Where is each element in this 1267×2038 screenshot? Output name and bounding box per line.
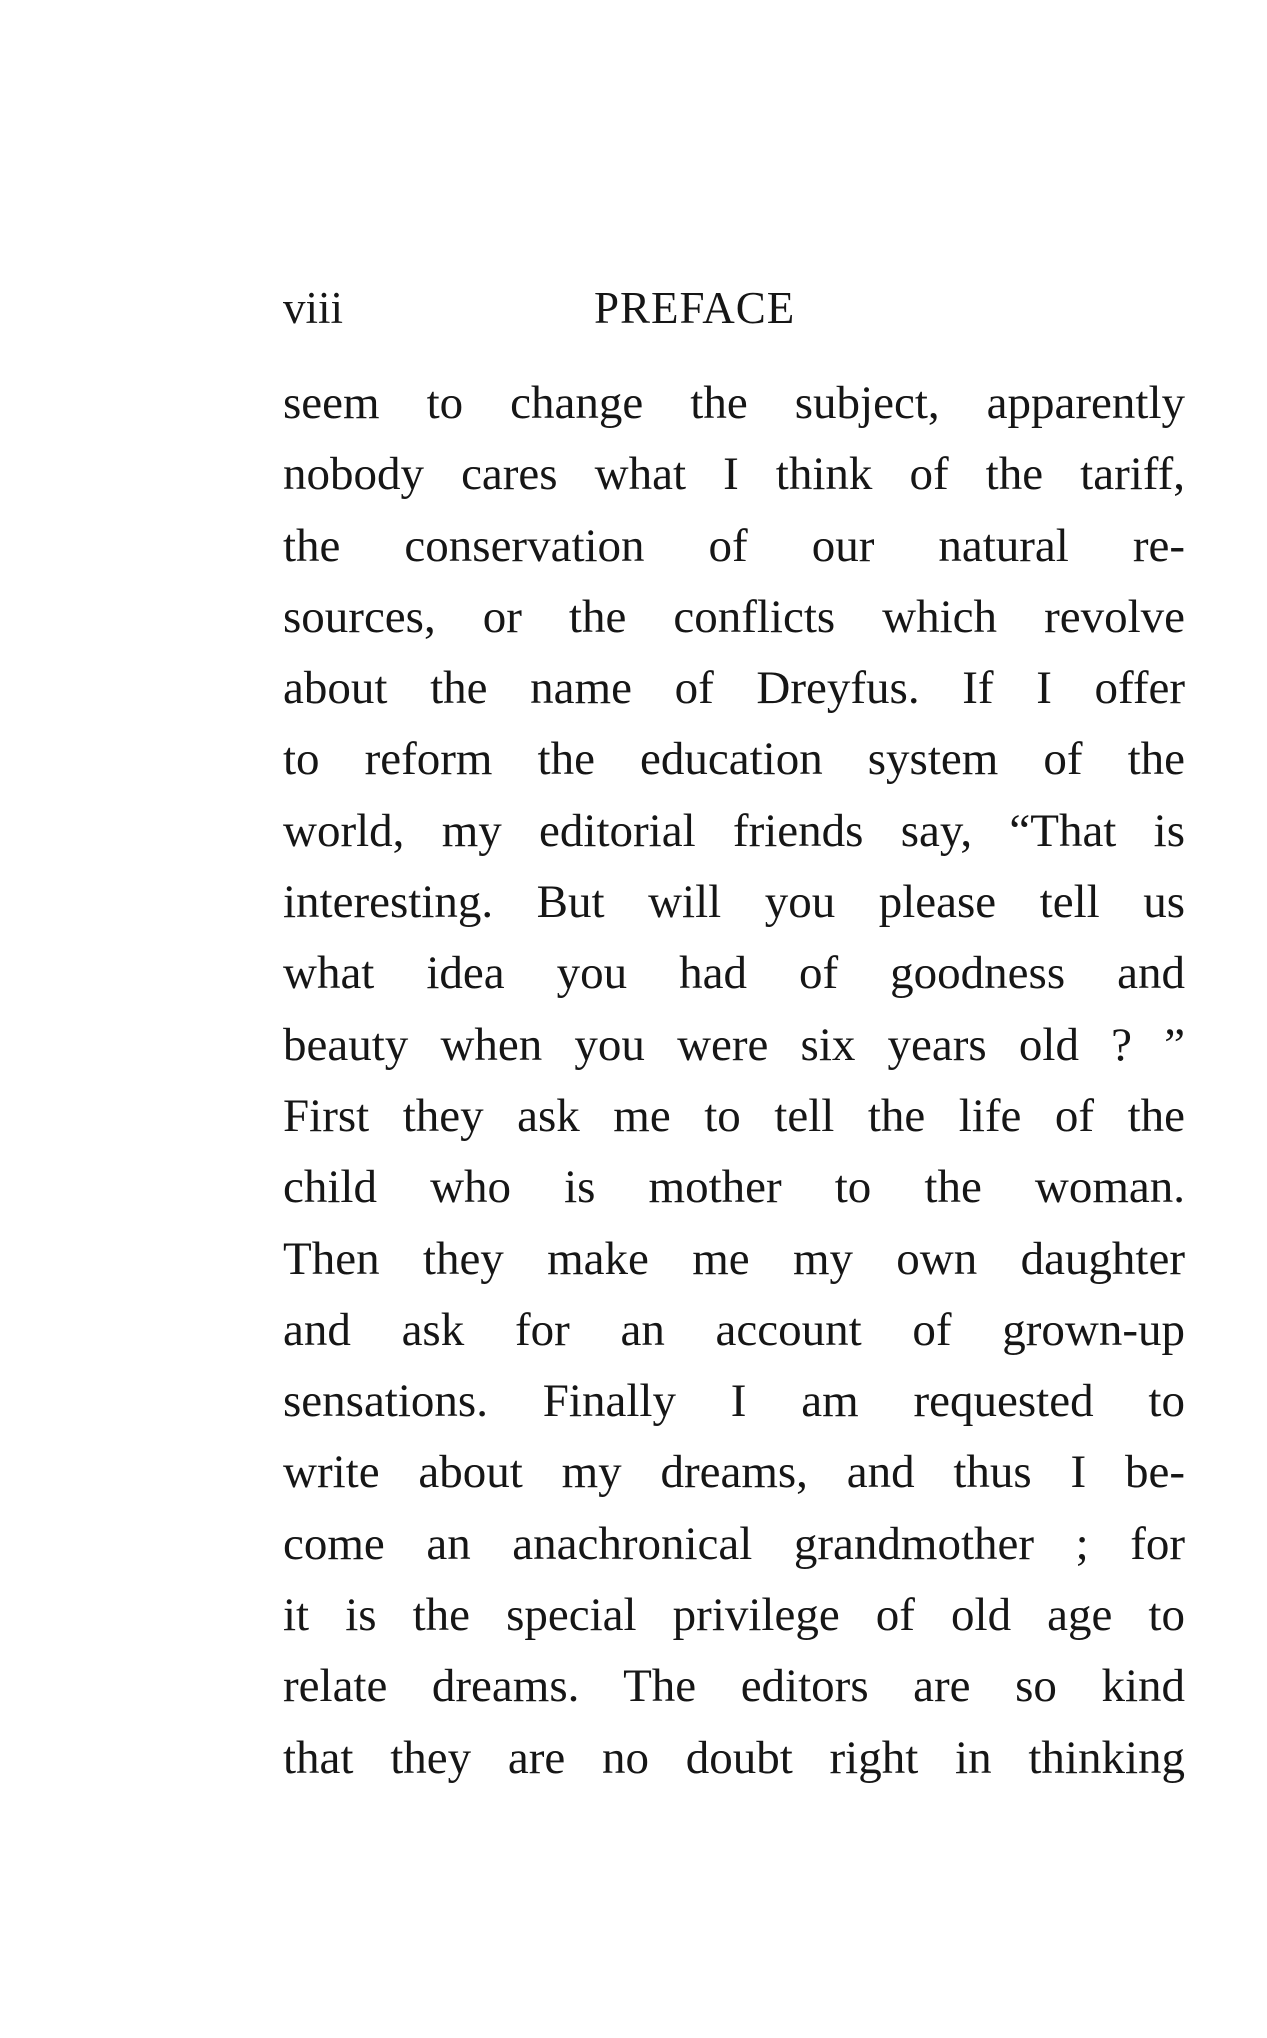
- text-line: nobody cares what I think of the tariff,: [283, 448, 1185, 501]
- text-line: it is the special privilege of old age to: [283, 1589, 1185, 1642]
- text-line: seem to change the subject, apparently: [283, 377, 1185, 429]
- body-text: [283, 368, 1185, 1794]
- text-line: First they ask me to tell the life of the: [283, 1089, 1185, 1142]
- running-head: [283, 278, 1183, 338]
- text-line: write about my dreams, and thus I be-: [283, 1446, 1185, 1499]
- text-line: Then they make me my own daughter: [283, 1232, 1185, 1285]
- text-line: what idea you had of goodness and: [283, 947, 1185, 1000]
- text-line: and ask for an account of grown-up: [283, 1303, 1185, 1356]
- text-line: the conservation of our natural re-: [283, 519, 1185, 572]
- text-line: come an anachronical grandmother ; for: [283, 1517, 1185, 1570]
- page-number: viii: [283, 283, 344, 333]
- text-line: sensations. Finally I am requested to: [283, 1375, 1185, 1428]
- text-line: that they are no doubt right in thinking: [283, 1731, 1185, 1784]
- text-line: relate dreams. The editors are so kind: [283, 1660, 1185, 1713]
- text-line: to reform the education system of the: [283, 733, 1185, 786]
- text-line: child who is mother to the woman.: [283, 1161, 1185, 1214]
- chapter-title: PREFACE: [594, 283, 796, 333]
- text-line: world, my editorial friends say, “That is: [283, 804, 1185, 857]
- text-line: about the name of Dreyfus. If I offer: [283, 662, 1185, 715]
- text-line: sources, or the conflicts which revolve: [283, 590, 1185, 643]
- text-line: beauty when you were six years old ? ”: [283, 1018, 1185, 1071]
- text-line: interesting. But will you please tell us: [283, 876, 1185, 929]
